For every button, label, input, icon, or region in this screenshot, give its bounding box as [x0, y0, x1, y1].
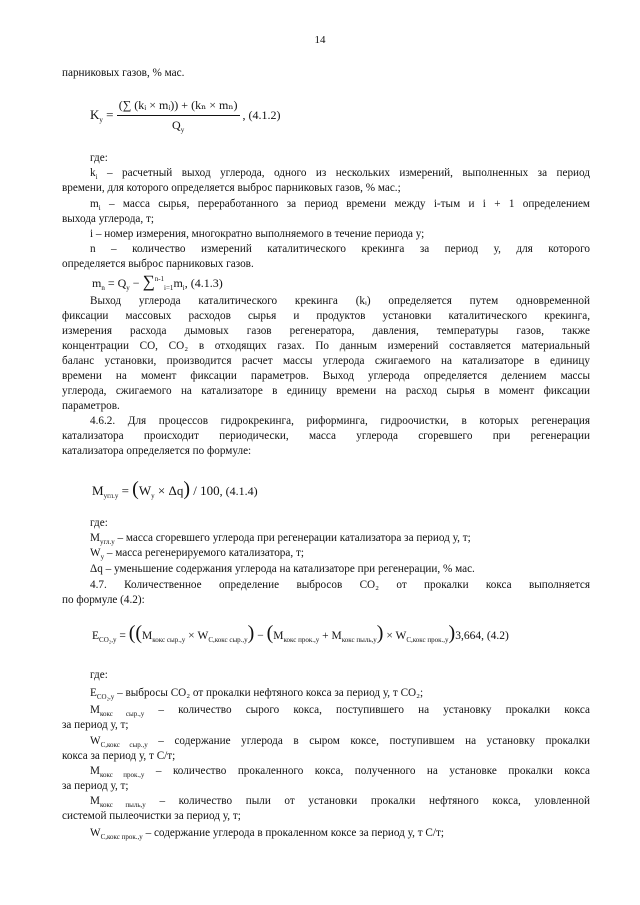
text-line: углерода, сжигаемого на катализаторе в единицу времени на расход сырья в момент фиксации: [62, 385, 590, 397]
text-line: параметров.: [62, 400, 120, 412]
formula-4-1-2: $K_y$ = $\frac{\text{(∑ (kᵢ × mᵢ)) + (kₙ × mₙ)}}{Q_y}$ , (4.1.2): [90, 98, 281, 134]
text-line: Δq – уменьшение содержания углерода на катализаторе при регенерации, % мас.: [90, 563, 475, 575]
formula-label: , (4.1.4): [219, 484, 258, 498]
text-line: измерения расхода дымовых газов регенератора, давления, температуры газов, также: [62, 325, 590, 337]
text-line: $W_{C,кокс сыр.,у}$ – содержание углерода в сыром коксе, поступившем на установку прокалки: [90, 735, 590, 749]
text-line: i – номер измерения, многократно выполняемого в течение периода у;: [90, 228, 425, 240]
text-line: катализатора определяется по формуле:: [62, 445, 252, 457]
text-line: Выход углерода каталитического крекинга (kᵢ) определяется путем одновременной: [90, 295, 590, 307]
text-line: $k_i$ – расчетный выход углерода, одного из нескольких измерений, выполненных за период: [90, 167, 591, 181]
text-line: где:: [90, 517, 108, 529]
formula-4-1-4: $M_{угл.у} = (W_y \times \Delta q) / 100$, (4.1.4): [92, 478, 258, 500]
text-line: n – количество измерений каталитического крекинга за период у, для которого: [90, 243, 590, 255]
formula-label: , (4.1.2): [242, 107, 281, 122]
text-line: за период у, т;: [62, 780, 129, 792]
text-line: где:: [90, 669, 108, 681]
text-line: $W_{C,кокс прок.,у}$ – содержание углерода в прокаленном коксе за период у, т С/т;: [90, 827, 444, 841]
text-line: катализатора происходит периодически, масса углерода сгоревшего при регенерации: [62, 430, 590, 442]
text-line: $M_{кокс прок.,у}$ – количество прокаленного кокса, полученного на установке прокалки кокса: [90, 765, 590, 779]
text-line: $m_i$ – масса сырья, переработанного за период времени между i-тым и i + 1 определением: [90, 198, 591, 212]
text-line: выхода углерода, т;: [62, 213, 154, 225]
text-line: $M_{кокс сыр.,у}$ – количество сырого кокса, поступившего на установку прокалки кокса: [90, 704, 590, 718]
text-line: $E_{CO_2,y}$ – выбросы СО₂ от прокалки нефтяного кокса за период у, т СО₂;: [90, 687, 424, 701]
text-line: 4.6.2. Для процессов гидрокрекинга, риформинга, гидроочистки, в которых регенерация: [90, 415, 590, 427]
text-line: системой пылеочистки за период у, т;: [62, 810, 241, 822]
text-line: определяется выброс парниковых газов.: [62, 258, 254, 270]
text-line: концентрации СО, СО₂ в отходящих газах. По данным измерений составляется материальный: [62, 340, 590, 352]
formula-label: , (4.2): [481, 630, 509, 642]
text-line: где:: [90, 152, 108, 164]
text-line: по формуле (4.2):: [62, 594, 145, 606]
text-line: времени на момент фиксации параметров. Выход углерода определяется делением массы: [62, 370, 590, 382]
page-number: 14: [314, 34, 326, 46]
formula-label: , (4.1.3): [184, 276, 223, 290]
formula-4-1-3: $m_n = Q_y - \sum^{n-1}_{i=1}m_i$, (4.1.3): [92, 272, 223, 292]
text-line: $M_{угл.у}$ – масса сгоревшего углерода при регенерации катализатора за период у, т;: [90, 532, 471, 546]
formula-constant: 3,664: [455, 630, 482, 642]
text-line: $M_{кокс пыль,у}$ – количество пыли от установки прокалки нефтяного кокса, уловленной: [90, 795, 591, 809]
formula-4-2: $E_{CO_2,y} = ((M_{кокс сыр.,у} \times W_{C,кокс сыр.,у}) - (M_{кокс прок.,у} + M_{кокс пыль,у}) \times W_{C,кокс прок.,у})3,664$, (4.2): [92, 622, 509, 644]
text-line: 4.7. Количественное определение выбросов СО₂ от прокалки кокса выполняется: [90, 579, 590, 591]
text-line: баланс установки, производится расчет массы углерода сжигаемого на катализаторе в единицу: [62, 355, 590, 367]
text-line: кокса за период у, т С/т;: [62, 750, 176, 762]
text-line: фиксации массовых расходов сырья и продуктов установки каталитического крекинга,: [62, 310, 590, 322]
text-line: $W_y$ – масса регенерируемого катализатора, т;: [90, 547, 304, 561]
text-line: за период у, т;: [62, 719, 129, 731]
text-line: времени, для которого определяется выброс парниковых газов, % мас.;: [62, 182, 401, 194]
text-line: парниковых газов, % мас.: [62, 67, 185, 79]
